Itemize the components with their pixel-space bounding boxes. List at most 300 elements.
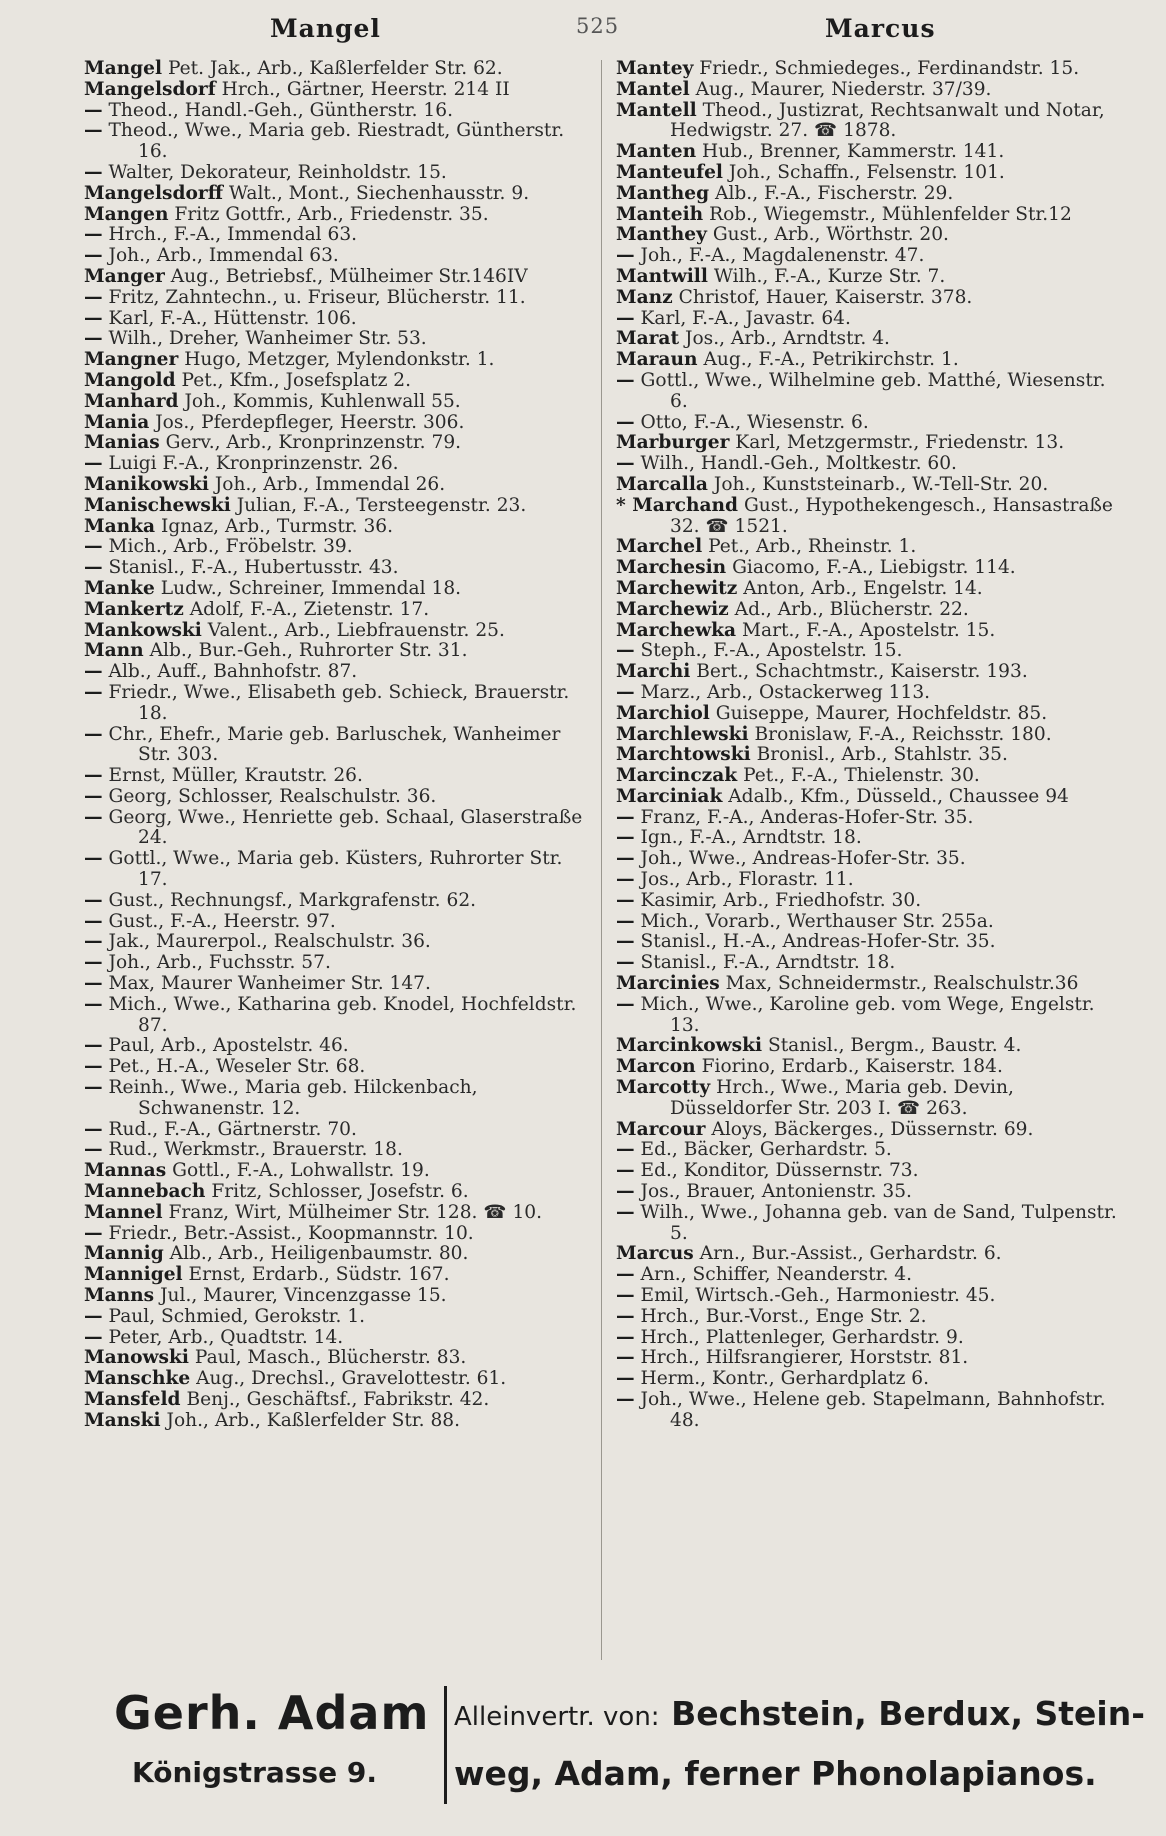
entry-surname: — [84, 661, 103, 683]
entry-surname: — [616, 827, 635, 849]
directory-entry [616, 683, 1124, 704]
entry-surname: Manten [616, 141, 697, 163]
entry-surname: — [616, 952, 635, 974]
entry-surname: Marcinkowski [616, 1035, 763, 1057]
entry-details: Ed., Konditor, Düssernstr. 73. [640, 1160, 919, 1182]
entry-surname: — [84, 1077, 103, 1099]
entry-surname: Mantwill [616, 265, 708, 287]
directory-entry [84, 849, 596, 891]
entry-details: Theod., Wwe., Maria geb. Riestradt, Güntherstr. 16. [108, 120, 565, 163]
directory-entry [84, 246, 596, 267]
directory-entry [84, 371, 596, 392]
directory-entry [84, 205, 596, 226]
entry-details: Joh., F.-A., Magdalenenstr. 47. [640, 245, 925, 267]
directory-entry [84, 267, 596, 288]
entry-surname: Mansfeld [84, 1389, 181, 1410]
directory-entry [84, 787, 596, 808]
entry-surname: — [84, 952, 103, 974]
directory-entry [84, 766, 596, 787]
entry-details: Alb., Arb., Heiligenbaumstr. 80. [169, 1243, 469, 1265]
entry-details: Karl, F.-A., Hüttenstr. 106. [108, 307, 357, 329]
right-column [616, 59, 1124, 1432]
entry-surname: Marchewka [616, 619, 737, 641]
entry-details: Hrch., Hilfsrangierer, Horststr. 81. [640, 1347, 969, 1369]
entry-surname: Mania [84, 411, 150, 433]
entry-surname: — [84, 1056, 103, 1078]
entry-details: Theod., Justizrat, Rechtsanwalt und Notar, Hedwigstr. 27. ☎ 1878. [670, 99, 1105, 142]
entry-surname: — [84, 993, 103, 1015]
entry-details: Giacomo, F.-A., Liebigstr. 114. [732, 557, 1016, 579]
directory-entry [84, 1265, 596, 1286]
entry-details: Gust., F.-A., Heerstr. 97. [108, 910, 336, 932]
entry-details: Stanisl., F.-A., Arndtstr. 18. [640, 952, 896, 974]
entry-surname: — [616, 369, 635, 391]
entry-surname: Marcon [616, 1056, 696, 1078]
entry-details: Wilh., F.-A., Kurze Str. 7. [713, 265, 946, 287]
entry-surname: — [84, 286, 103, 308]
entry-details: Bronislaw, F.-A., Reichsstr. 180. [754, 723, 1052, 745]
entry-details: Jos., Pferdepfleger, Heerstr. 306. [155, 411, 465, 433]
entry-surname: Mantey [616, 58, 694, 79]
entry-details: Walt., Mont., Siechenhausstr. 9. [228, 182, 530, 204]
directory-entry [84, 433, 596, 454]
entry-details: Kasimir, Arb., Friedhofstr. 30. [640, 889, 922, 911]
entry-details: Valent., Arb., Liebfrauenstr. 25. [207, 619, 505, 641]
directory-entry [616, 1307, 1124, 1328]
entry-details: Friedr., Wwe., Elisabeth geb. Schieck, Brauerstr. 18. [108, 681, 570, 724]
entry-surname: — [84, 848, 103, 870]
entry-surname: Mann [84, 640, 144, 662]
entry-surname: Mangen [84, 203, 169, 225]
entry-details: Georg, Schlosser, Realschulstr. 36. [108, 785, 437, 807]
entry-surname: — [616, 681, 635, 703]
directory-entry [616, 1203, 1124, 1245]
entry-surname: — [616, 1347, 635, 1369]
entry-surname: — [84, 453, 103, 475]
entry-surname: — [616, 1160, 635, 1182]
entry-surname: Marcinczak [616, 765, 738, 787]
entry-details: Alb., Bur.-Geh., Ruhrorter Str. 31. [149, 640, 468, 662]
entry-surname: — [84, 1305, 103, 1327]
entry-surname: Marchlewski [616, 723, 749, 745]
entry-details: Fritz, Zahntechn., u. Friseur, Blücherstr. 11. [108, 286, 526, 308]
directory-entry [84, 517, 596, 538]
directory-entry [84, 995, 596, 1037]
directory-entry [84, 329, 596, 350]
entry-surname: — [616, 931, 635, 953]
entry-surname: Marat [616, 328, 680, 350]
entry-details: Aug., Drechsl., Gravelottestr. 61. [196, 1368, 507, 1390]
directory-entry [616, 808, 1124, 829]
entry-details: Jos., Arb., Florastr. 11. [640, 869, 854, 891]
entry-surname: — [616, 848, 635, 870]
entry-details: Joh., Arb., Kaßlerfelder Str. 88. [166, 1409, 461, 1431]
entry-surname: — [616, 1181, 635, 1203]
entry-details: Joh., Arb., Fuchsstr. 57. [108, 952, 331, 974]
entry-details: Hugo, Metzger, Mylendonkstr. 1. [184, 349, 495, 371]
entry-details: Pet., F.-A., Thielenstr. 30. [743, 765, 980, 787]
entry-details: Anton, Arb., Engelstr. 14. [743, 577, 983, 599]
entry-surname: — [84, 973, 103, 995]
directory-entry [616, 828, 1124, 849]
directory-entry [84, 454, 596, 475]
entry-details: Friedr., Betr.-Assist., Koopmannstr. 10. [108, 1222, 474, 1244]
entry-surname: Manischewski [84, 494, 231, 516]
directory-entry [616, 579, 1124, 600]
entry-details: Joh., Wwe., Helene geb. Stapelmann, Bahnhofstr. 48. [640, 1389, 1106, 1431]
entry-surname: — [616, 993, 635, 1015]
entry-details: Bronisl., Arb., Stahlstr. 35. [756, 744, 1008, 766]
directory-entry [616, 163, 1124, 184]
entry-details: Emil, Wirtsch.-Geh., Harmoniestr. 45. [640, 1285, 996, 1307]
entry-details: Paul, Masch., Blücherstr. 83. [194, 1347, 467, 1369]
ad-line-1-prefix: Alleinvertr. von: [454, 1702, 660, 1732]
directory-entry [616, 766, 1124, 787]
entry-details: Paul, Schmied, Gerokstr. 1. [108, 1305, 366, 1327]
entry-surname: — [616, 411, 635, 433]
entry-details: Gottl., Wwe., Maria geb. Küsters, Ruhrorter Str. 17. [108, 848, 563, 891]
ad-line-1-brands: Bechstein, Berdux, Stein- [671, 1694, 1145, 1733]
entry-surname: Marchiol [616, 702, 710, 724]
directory-entry [84, 537, 596, 558]
directory-entry [616, 641, 1124, 662]
entry-details: Karl, Metzgermstr., Friedenstr. 13. [735, 432, 1065, 454]
directory-entry [616, 974, 1124, 995]
entry-surname: Marcour [616, 1118, 706, 1140]
entry-surname: — [84, 931, 103, 953]
entry-surname: Manteufel [616, 161, 723, 183]
entry-surname: Mangel [84, 58, 163, 79]
directory-entry [84, 1078, 596, 1120]
entry-details: Fiorino, Erdarb., Kaiserstr. 184. [701, 1056, 1003, 1078]
entry-details: Bert., Schachtmstr., Kaiserstr. 193. [696, 661, 1028, 683]
entry-surname: — [84, 889, 103, 911]
directory-entry [84, 1307, 596, 1328]
entry-details: Hrch., F.-A., Immendal 63. [108, 224, 358, 246]
entry-details: Otto, F.-A., Wiesenstr. 6. [640, 411, 869, 433]
directory-entry [616, 1161, 1124, 1182]
entry-details: Christof, Hauer, Kaiserstr. 378. [678, 286, 973, 308]
entry-details: Marz., Arb., Ostackerweg 113. [640, 681, 931, 703]
entry-surname: — [84, 785, 103, 807]
entry-surname: Manke [84, 577, 155, 599]
directory-entry [616, 267, 1124, 288]
directory-entry [616, 225, 1124, 246]
entry-details: Arn., Schiffer, Neanderstr. 4. [640, 1264, 913, 1286]
entry-surname: Mantel [616, 78, 690, 100]
entry-details: Franz, F.-A., Anderas-Hofer-Str. 35. [640, 806, 974, 828]
directory-entry [616, 350, 1124, 371]
entry-details: Walter, Dekorateur, Reinholdstr. 15. [108, 161, 447, 183]
entry-surname: Marcinies [616, 973, 720, 995]
directory-entry [616, 870, 1124, 891]
entry-surname: Marchtowski [616, 744, 751, 766]
entry-details: Mart., F.-A., Apostelstr. 15. [741, 619, 996, 641]
entry-details: Benj., Geschäftsf., Fabrikstr. 42. [186, 1389, 490, 1410]
entry-details: Aloys, Bäckerges., Düssernstr. 69. [711, 1118, 1034, 1140]
directory-entry [616, 1140, 1124, 1161]
entry-surname: — [84, 120, 103, 142]
directory-entry [616, 1120, 1124, 1141]
page-number: 525 [576, 14, 620, 38]
entry-surname: — [84, 806, 103, 828]
entry-surname: Mannigel [84, 1264, 183, 1286]
entry-details: Hrch., Gärtner, Heerstr. 214 II [221, 78, 510, 100]
entry-details: Jak., Maurerpol., Realschulstr. 36. [108, 931, 431, 953]
directory-entry [616, 1328, 1124, 1349]
entry-details: Julian, F.-A., Tersteegenstr. 23. [236, 494, 527, 516]
directory-entry [616, 1036, 1124, 1057]
directory-entry [84, 932, 596, 953]
entry-surname: — [616, 1201, 635, 1223]
entry-surname: Manka [84, 515, 156, 537]
entry-surname: Manikowski [84, 473, 209, 495]
entry-surname: — [616, 1326, 635, 1348]
entry-details: Wilh., Dreher, Wanheimer Str. 53. [108, 328, 427, 350]
entry-details: Gust., Arb., Wörthstr. 20. [712, 224, 949, 246]
directory-entry [84, 953, 596, 974]
directory-entry [616, 329, 1124, 350]
entry-details: Joh., Wwe., Andreas-Hofer-Str. 35. [640, 848, 966, 870]
entry-surname: — [616, 1285, 635, 1307]
entry-surname: — [616, 806, 635, 828]
entry-surname: Manteih [616, 203, 704, 225]
directory-entry [84, 184, 596, 205]
entry-surname: — [616, 910, 635, 932]
entry-details: Joh., Kommis, Kuhlenwall 55. [184, 390, 461, 412]
entry-details: Arn., Bur.-Assist., Gerhardstr. 6. [699, 1243, 1002, 1265]
directory-entry [84, 641, 596, 662]
entry-details: Franz, Wirt, Mülheimer Str. 128. ☎ 10. [168, 1201, 543, 1223]
directory-entry [84, 891, 596, 912]
entry-surname: Mannas [84, 1160, 167, 1182]
entry-surname: Mangner [84, 349, 179, 371]
directory-entry [84, 1244, 596, 1265]
entry-surname: — [84, 910, 103, 932]
entry-surname: Mantheg [616, 182, 710, 204]
directory-entry [84, 912, 596, 933]
entry-details: Alb., F.-A., Fischerstr. 29. [715, 182, 954, 204]
entry-details: Mich., Wwe., Katharina geb. Knodel, Hochfeldstr. 87. [108, 993, 577, 1036]
entry-details: Mich., Wwe., Karoline geb. vom Wege, Engelstr. 13. [640, 993, 1095, 1036]
directory-entry [616, 558, 1124, 579]
directory-entry [84, 1224, 596, 1245]
directory-entry [616, 1057, 1124, 1078]
directory-entry [84, 496, 596, 517]
entry-details: Hrch., Wwe., Maria geb. Devin, Düsseldorfer Str. 203 I. ☎ 263. [670, 1077, 1014, 1119]
entry-details: Aug., Betriebsf., Mülheimer Str.146IV [170, 265, 528, 287]
entry-surname: Marchewiz [616, 598, 729, 620]
entry-surname: Manschke [84, 1368, 191, 1390]
header-left-catchword: Mangel [270, 14, 381, 43]
entry-surname: — [616, 1139, 635, 1161]
entry-surname: Mangelsdorf [84, 78, 216, 100]
directory-entry [84, 1182, 596, 1203]
entry-surname: Manowski [84, 1347, 189, 1369]
entry-surname: — [84, 1139, 103, 1161]
entry-details: Gust., Hypothekengesch., Hansastraße 32. ☎ 1521. [670, 494, 1113, 537]
page-header [80, 14, 1140, 44]
entry-surname: Marcus [616, 1243, 694, 1265]
directory-entry [84, 101, 596, 122]
entry-details: Rud., Werkmstr., Brauerstr. 18. [108, 1139, 403, 1161]
entry-details: Rob., Wiegemstr., Mühlenfelder Str.12 [709, 203, 1072, 225]
directory-entry [616, 454, 1124, 475]
ad-line-1 [454, 1694, 1145, 1733]
directory-entry [616, 475, 1124, 496]
entry-details: Peter, Arb., Quadtstr. 14. [108, 1326, 344, 1348]
entry-details: Joh., Kunststeinarb., W.-Tell-Str. 20. [713, 473, 1049, 495]
entry-details: Georg, Wwe., Henriette geb. Schaal, Glaserstraße 24. [108, 806, 583, 849]
directory-entry [616, 537, 1124, 558]
entry-surname: — [84, 765, 103, 787]
entry-details: Paul, Arb., Apostelstr. 46. [108, 1035, 349, 1057]
directory-entry [616, 1182, 1124, 1203]
entry-surname: Mannel [84, 1201, 163, 1223]
directory-entry [616, 725, 1124, 746]
entry-surname: — [616, 245, 635, 267]
directory-entry [616, 787, 1124, 808]
entry-surname: Marchi [616, 661, 691, 683]
entry-details: Ignaz, Arb., Turmstr. 36. [161, 515, 394, 537]
directory-entry [84, 413, 596, 434]
entry-details: Adolf, F.-A., Zietenstr. 17. [189, 598, 430, 620]
entry-surname: — [84, 1326, 103, 1348]
directory-entry [616, 1244, 1124, 1265]
directory-entry [84, 1057, 596, 1078]
directory-entry [84, 1286, 596, 1307]
entry-details: Mich., Arb., Fröbelstr. 39. [108, 536, 353, 558]
directory-entry [616, 184, 1124, 205]
entry-details: Gottl., Wwe., Wilhelmine geb. Matthé, Wiesenstr. 6. [640, 369, 1106, 412]
entry-surname: Marchewitz [616, 577, 738, 599]
directory-entry [84, 309, 596, 330]
advertisement [114, 1676, 1145, 1816]
directory-entry [616, 142, 1124, 163]
directory-entry [616, 1286, 1124, 1307]
entry-details: Wilh., Handl.-Geh., Moltkestr. 60. [640, 453, 957, 475]
entry-surname: — [616, 640, 635, 662]
entry-details: Ed., Bäcker, Gerhardstr. 5. [640, 1139, 892, 1161]
entry-surname: Manhard [84, 390, 179, 412]
directory-entry [84, 225, 596, 246]
entry-details: Gerv., Arb., Kronprinzenstr. 79. [165, 432, 462, 454]
entry-surname: — [84, 245, 103, 267]
entry-surname: — [84, 328, 103, 350]
directory-entry [84, 392, 596, 413]
directory-entry [616, 80, 1124, 101]
entry-details: Fritz, Schlosser, Josefstr. 6. [211, 1181, 469, 1203]
entry-surname: — [616, 869, 635, 891]
ad-company-name: Gerh. Adam [114, 1686, 430, 1740]
entry-surname: * Marchand [616, 494, 739, 516]
directory-entry [616, 59, 1124, 80]
entry-surname: — [84, 1222, 103, 1244]
directory-entry [616, 1369, 1124, 1390]
directory-entry [84, 1328, 596, 1349]
entry-details: Ign., F.-A., Arndtstr. 18. [640, 827, 862, 849]
entry-details: Guiseppe, Maurer, Hochfeldstr. 85. [715, 702, 1048, 724]
entry-surname: — [84, 723, 103, 745]
directory-entry [616, 932, 1124, 953]
entry-surname: — [84, 1118, 103, 1140]
directory-entry [84, 558, 596, 579]
entry-details: Joh., Arb., Immendal 26. [214, 473, 446, 495]
entry-details: Luigi F.-A., Kronprinzenstr. 26. [108, 453, 399, 475]
entry-details: Theod., Handl.-Geh., Güntherstr. 16. [108, 99, 453, 121]
directory-entry [84, 475, 596, 496]
entry-surname: — [84, 224, 103, 246]
directory-entry [616, 662, 1124, 683]
directory-entry [84, 974, 596, 995]
entry-details: Chr., Ehefr., Marie geb. Barluschek, Wanheimer Str. 303. [108, 723, 561, 766]
entry-details: Pet., Arb., Rheinstr. 1. [708, 536, 917, 558]
directory-entry [616, 1348, 1124, 1369]
entry-surname: — [616, 1305, 635, 1327]
entry-surname: — [84, 681, 103, 703]
entry-details: Karl, F.-A., Javastr. 64. [640, 307, 851, 329]
directory-entry [84, 59, 596, 80]
entry-surname: Manias [84, 432, 160, 454]
entry-details: Adalb., Kfm., Düsseld., Chaussee 94 [728, 785, 1069, 807]
entry-details: Reinh., Wwe., Maria geb. Hilckenbach, Schwanenstr. 12. [108, 1077, 478, 1119]
directory-entry [84, 1161, 596, 1182]
entry-details: Alb., Auff., Bahnhofstr. 87. [108, 661, 358, 683]
entry-details: Steph., F.-A., Apostelstr. 15. [640, 640, 903, 662]
entry-details: Aug., F.-A., Petrikirchstr. 1. [703, 349, 959, 371]
directory-entry [84, 1036, 596, 1057]
entry-details: Rud., F.-A., Gärtnerstr. 70. [108, 1118, 357, 1140]
entry-surname: — [616, 1264, 635, 1286]
entry-details: Stanisl., H.-A., Andreas-Hofer-Str. 35. [640, 931, 996, 953]
directory-entry [84, 80, 596, 101]
directory-entry [84, 621, 596, 642]
entry-surname: — [616, 453, 635, 475]
directory-entry [616, 309, 1124, 330]
entry-surname: — [84, 161, 103, 183]
directory-entry [84, 1203, 596, 1224]
directory-entry [616, 288, 1124, 309]
entry-details: Max, Maurer Wanheimer Str. 147. [108, 973, 431, 995]
entry-details: Jos., Arb., Arndtstr. 4. [685, 328, 890, 350]
entry-surname: — [84, 1035, 103, 1057]
entry-surname: — [84, 307, 103, 329]
directory-entry [616, 246, 1124, 267]
entry-surname: Mannebach [84, 1181, 206, 1203]
directory-entry [616, 101, 1124, 143]
directory-entry [616, 891, 1124, 912]
directory-entry [84, 1140, 596, 1161]
entry-surname: — [616, 1389, 635, 1410]
directory-entry [84, 288, 596, 309]
entry-surname: — [84, 557, 103, 579]
ad-address: Königstrasse 9. [132, 1756, 377, 1789]
entry-surname: — [84, 536, 103, 558]
entry-details: Stanisl., Bergm., Baustr. 4. [767, 1035, 1022, 1057]
entry-details: Friedr., Schmiedeges., Ferdinandstr. 15. [699, 58, 1080, 79]
entry-details: Hrch., Bur.-Vorst., Enge Str. 2. [640, 1305, 927, 1327]
directory-entry [616, 953, 1124, 974]
entry-surname: Mannig [84, 1243, 164, 1265]
entry-details: Ernst, Erdarb., Südstr. 167. [188, 1264, 450, 1286]
left-column [84, 59, 596, 1432]
entry-details: Max, Schneidermstr., Realschulstr.36 [725, 973, 1079, 995]
entry-details: Pet. Jak., Arb., Kaßlerfelder Str. 62. [167, 58, 503, 79]
entry-surname: Manski [84, 1409, 161, 1431]
entry-surname: Mankertz [84, 598, 184, 620]
directory-entry [616, 704, 1124, 725]
entry-details: Pet., Kfm., Josefsplatz 2. [181, 369, 412, 391]
